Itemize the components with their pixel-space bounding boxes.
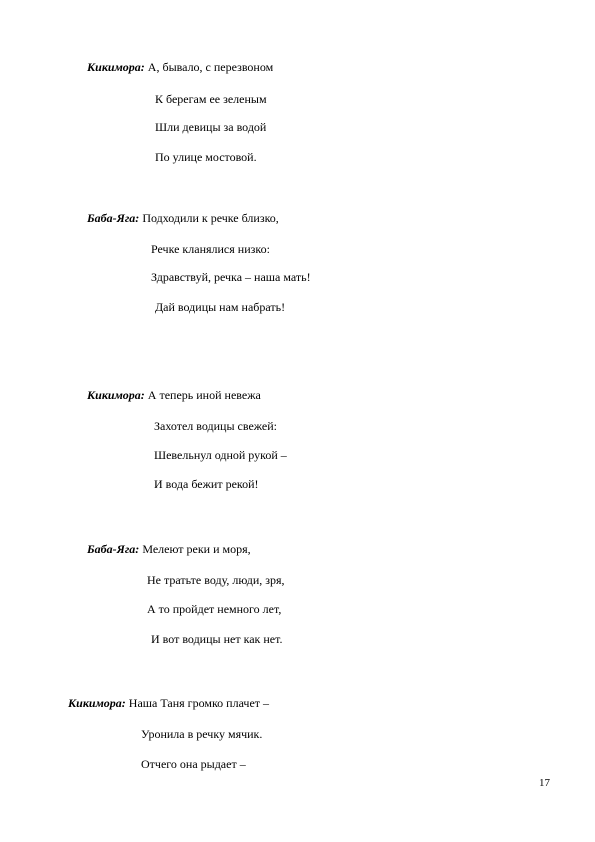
speaker-name: Кикимора: [87,60,145,74]
stanza-2-line-1 [87,211,279,225]
speaker-name: Баба-Яга: [87,542,140,556]
verse-line: А то пройдет немного лет, [147,602,282,616]
verse-text: А, бывало, с перезвоном [147,60,274,74]
verse-text: А теперь иной невежа [147,388,261,402]
verse-text: Мелеют реки и моря, [142,542,251,556]
verse-line: Не тратьте воду, люди, зря, [147,573,285,587]
verse-line: Шли девицы за водой [155,120,267,134]
verse-line: И вода бежит рекой! [154,477,259,491]
speaker-name: Баба-Яга: [87,211,140,225]
stanza-3-line-1 [87,388,261,402]
verse-line: Речке кланялися низко: [151,242,270,256]
stanza-5-line-1 [68,696,269,710]
verse-line: К берегам ее зеленым [155,92,267,106]
verse-text: Подходили к речке близко, [142,211,279,225]
stanza-1-line-1 [87,60,273,74]
speaker-name: Кикимора: [87,388,145,402]
verse-line: Здравствуй, речка – наша мать! [151,270,311,284]
speaker-name: Кикимора: [68,696,126,710]
stanza-4-line-1 [87,542,251,556]
verse-line: По улице мостовой. [155,150,257,164]
verse-line: И вот водицы нет как нет. [151,632,283,646]
verse-text: Наша Таня громко плачет – [128,696,270,710]
verse-line: Захотел водицы свежей: [154,419,277,433]
verse-line: Отчего она рыдает – [141,757,246,771]
verse-line: Шевельнул одной рукой – [154,448,287,462]
verse-line: Уронила в речку мячик. [141,727,263,741]
verse-line: Дай водицы нам набрать! [155,300,286,314]
page-number: 17 [539,777,550,789]
